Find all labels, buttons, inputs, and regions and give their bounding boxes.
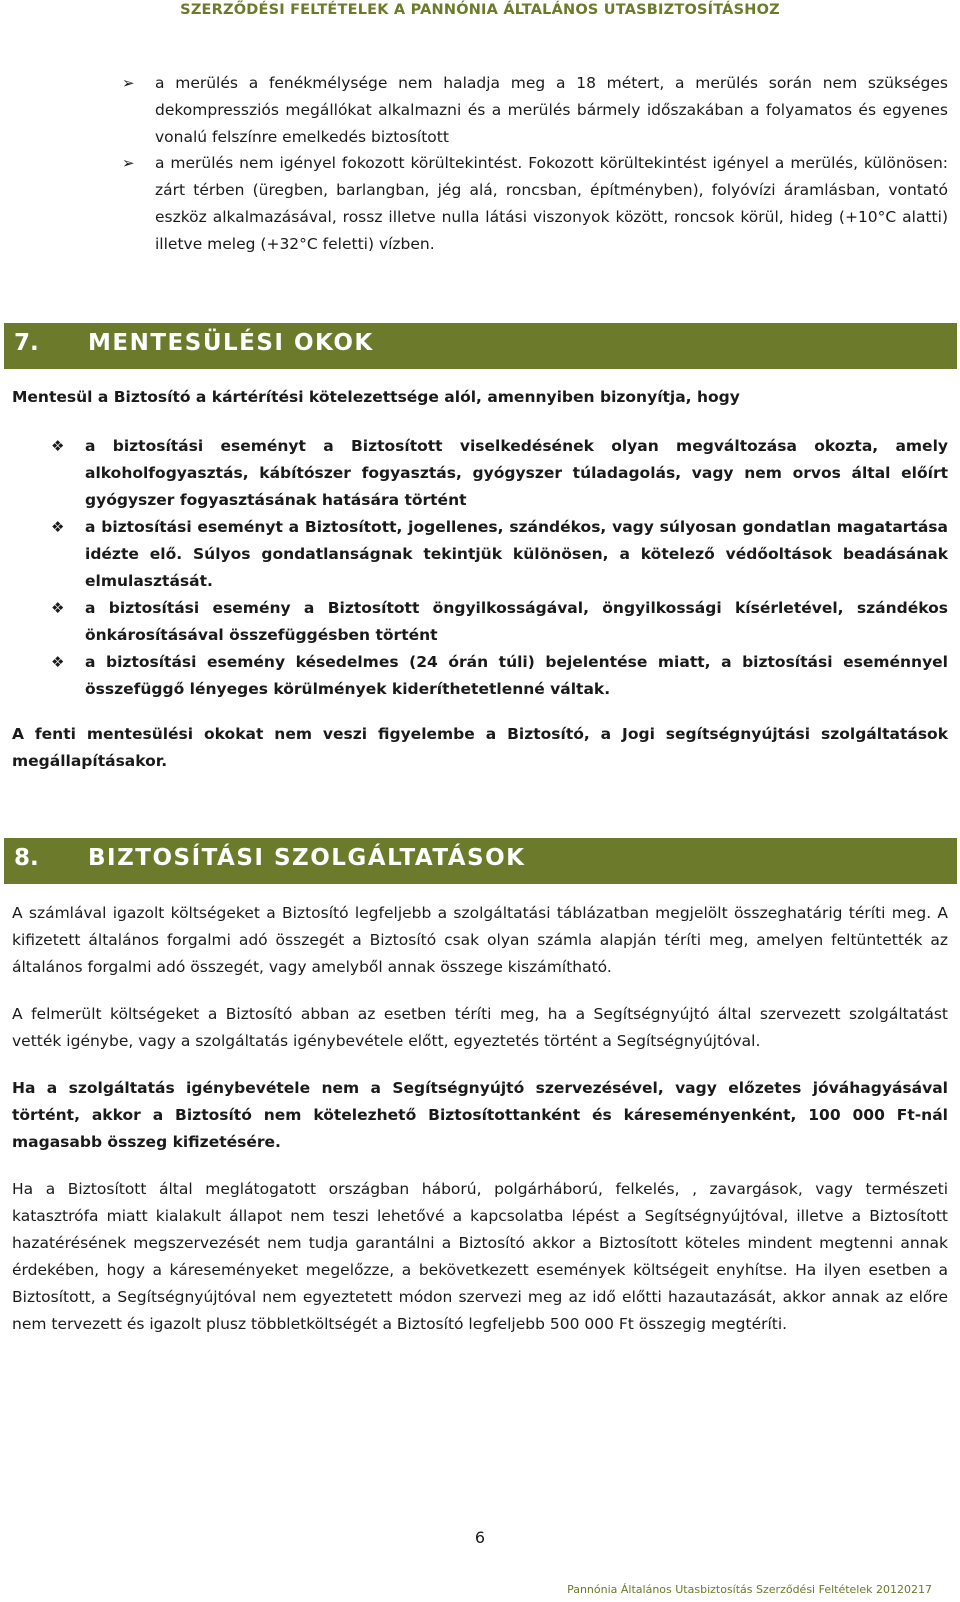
arrow-bullet-icon: ➢: [122, 154, 135, 173]
list-item-text: a biztosítási eseményt a Biztosított viselkedésének olyan megváltozása okozta, amely alkoholfogyasztás, kábítószer fogyasztás, gyógyszer túladagolás, vagy nem orvos által előírt gyógyszer fogyasztásának hatására történt: [85, 437, 948, 509]
section-number: 8.: [14, 845, 39, 871]
diving-conditions-list: [12, 70, 948, 258]
list-item: [12, 514, 948, 595]
section-title: BIZTOSÍTÁSI SZOLGÁLTATÁSOK: [88, 845, 526, 871]
exemption-list: [12, 433, 948, 703]
diamond-bullet-icon: ❖: [51, 653, 65, 671]
section8-paragraph-4: [12, 1176, 948, 1338]
list-item-text: a biztosítási eseményt a Biztosított, jogellenes, szándékos, vagy súlyosan gondatlan magatartása idézte elő. Súlyos gondatlanságnak tekintjük különösen, a kötelező védőoltások beadásának elmulasztását.: [85, 518, 948, 590]
section7-closing: [12, 721, 948, 775]
section8-paragraph-3: [12, 1075, 948, 1156]
list-item: [12, 649, 948, 703]
list-item: [12, 70, 948, 150]
paragraph-text: A számlával igazolt költségeket a Biztosító legfeljebb a szolgáltatási táblázatban megjelölt összeghatárig téríti meg. A kifizetett általános forgalmi adó összegét a Biztosító csak olyan számla alapján téríti meg, amelyen feltüntették az általános forgalmi adó összegét, vagy amelyből annak összege kiszámítható.: [12, 904, 948, 976]
section-heading-7: [4, 323, 957, 369]
diamond-bullet-icon: ❖: [51, 518, 65, 536]
section7-intro: [12, 384, 948, 411]
section8-paragraph-2: [12, 1001, 948, 1055]
list-item: [12, 150, 948, 257]
paragraph-text: Ha a szolgáltatás igénybevétele nem a Segítségnyújtó szervezésével, vagy előzetes jóváhagyásával történt, akkor a Biztosító nem kötelezhető Biztosítottanként és káreseményenként, 100 000 Ft-nál magasabb összeg kifizetésére.: [12, 1079, 948, 1151]
running-header: SZERZŐDÉSI FELTÉTELEK A PANNÓNIA ÁLTALÁNOS UTASBIZTOSÍTÁSHOZ: [180, 2, 780, 18]
section-number: 7.: [14, 330, 39, 356]
arrow-bullet-icon: ➢: [122, 74, 135, 92]
closing-text: A fenti mentesülési okokat nem veszi figyelembe a Biztosító, a Jogi segítségnyújtási szolgáltatások megállapításakor.: [12, 725, 948, 770]
section-title: MENTESÜLÉSI OKOK: [88, 330, 374, 356]
section-heading-8: [4, 838, 957, 884]
section-intro-text: Mentesül a Biztosító a kártérítési kötelezettsége alól, amennyiben bizonyítja, hogy: [12, 388, 740, 406]
list-item-text: a merülés a fenékmélysége nem haladja meg a 18 métert, a merülés során nem szükséges dekompressziós megállókat alkalmazni és a merülés bármely időszakában a folyamatos és egyenes vonalú felszínre emelkedés biztosított: [155, 74, 948, 146]
list-item-text: a biztosítási esemény késedelmes (24 órán túli) bejelentése miatt, a biztosítási eseménnyel összefüggő lényeges körülmények kideríthetetlenné váltak.: [85, 653, 948, 698]
diamond-bullet-icon: ❖: [51, 599, 65, 617]
footer-text: Pannónia Általános Utasbiztosítás Szerződési Feltételek 20120217: [567, 1583, 932, 1596]
paragraph-text: A felmerült költségeket a Biztosító abban az esetben téríti meg, ha a Segítségnyújtó által szervezett szolgáltatást vették igénybe, vagy a szolgáltatás igénybevétele előtt, egyeztetés történt a Segítségnyújtóval.: [12, 1005, 948, 1050]
list-item: [12, 433, 948, 514]
page-number: 6: [474, 1528, 486, 1547]
paragraph-text: Ha a Biztosított által meglátogatott országban háború, polgárháború, felkelés, , zavargások, vagy természeti katasztrófa miatt kialakult állapot nem teszi lehetővé a kapcsolatba lépést a Segítségnyújtóval, illetve a Biztosított hazatérésének megszervezését nem tudja garantálni a Biztosító akkor a Biztosított köteles mindent megtenni annak érdekében, hogy a káreseményeket megelőzze, a bekövetkezett események költségeit enyhítse. Ha ilyen esetben a Biztosított, a Segítségnyújtóval nem egyeztetett módon szervezi meg az idő előtti hazautazását, akkor annak az előre nem tervezett és igazolt plusz többletköltségét a Biztosító legfeljebb 500 000 Ft összegig megtéríti.: [12, 1180, 948, 1333]
diamond-bullet-icon: ❖: [51, 437, 65, 455]
section8-paragraph-1: [12, 900, 948, 981]
list-item-text: a biztosítási esemény a Biztosított öngyilkosságával, öngyilkossági kísérletével, szándékos önkárosításával összefüggésben történt: [85, 599, 948, 644]
list-item-text: a merülés nem igényel fokozott körültekintést. Fokozott körültekintést igényel a merülés, különösen: zárt térben (üregben, barlangban, jég alá, roncsban, építményben), folyóvízi áramlásban, vontató eszköz alkalmazásával, rossz illetve nulla látási viszonyok között, roncsok körül, hideg (+10°C alatti) illetve meleg (+32°C feletti) vízben.: [155, 154, 948, 253]
list-item: [12, 595, 948, 649]
